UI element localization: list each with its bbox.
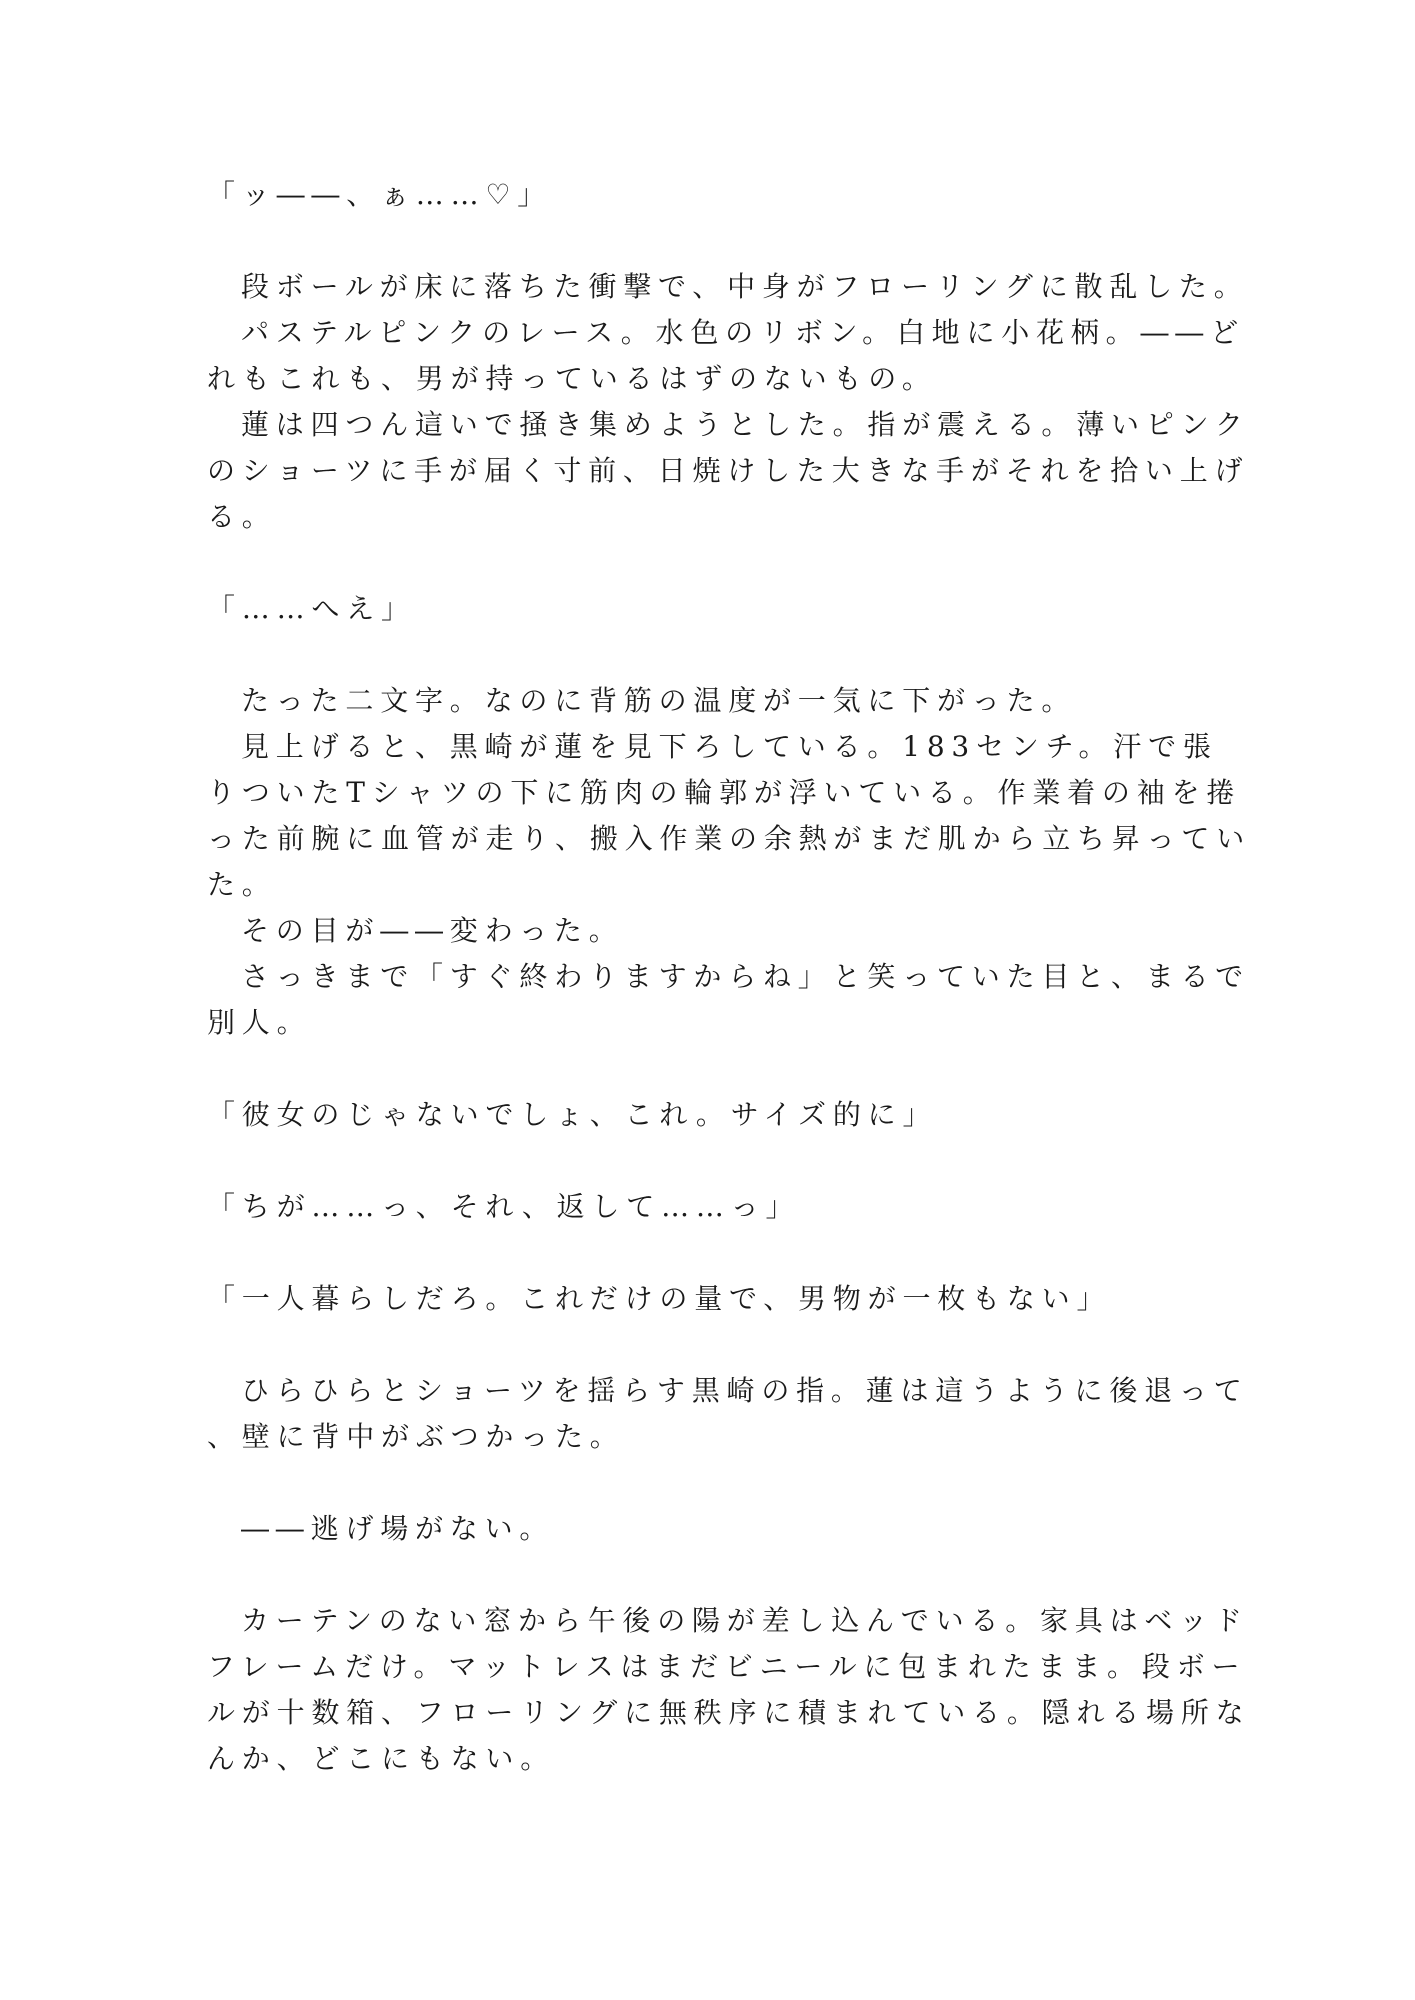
text-line: りついたTシャツの下に筋肉の輪郭が浮いている。作業着の袖を捲 bbox=[207, 776, 1242, 809]
text-line: たった二文字。なのに背筋の温度が一気に下がった。 bbox=[241, 684, 1077, 717]
blank-line bbox=[207, 540, 1207, 586]
text-line: った前腕に血管が走り、搬入作業の余熱がまだ肌から立ち昇ってい bbox=[207, 822, 1252, 855]
text-line: 「……へえ」 bbox=[207, 592, 416, 625]
text-line: 「一人暮らしだろ。これだけの量で、男物が一枚もない」 bbox=[207, 1282, 1112, 1315]
text-line: ――逃げ場がない。 bbox=[241, 1512, 555, 1545]
text-line: ひらひらとショーツを揺らす黒崎の指。蓮は這うように後退って bbox=[241, 1374, 1249, 1407]
text-line: その目が――変わった。 bbox=[241, 914, 624, 947]
text-line: 「ッ――、ぁ……♡」 bbox=[207, 178, 553, 211]
blank-line bbox=[207, 1138, 1207, 1184]
text-line: る。 bbox=[207, 500, 277, 533]
text-line: フレームだけ。マットレスはまだビニールに包まれたまま。段ボー bbox=[207, 1650, 1247, 1683]
text-line: パステルピンクのレース。水色のリボン。白地に小花柄。――ど bbox=[241, 316, 1245, 349]
blank-line bbox=[207, 1322, 1207, 1368]
text-line: 「ちが……っ、それ、返して……っ」 bbox=[207, 1190, 801, 1223]
text-line: 、壁に背中がぶつかった。 bbox=[207, 1420, 625, 1453]
novel-text-body bbox=[207, 172, 1252, 1782]
text-line: ルが十数箱、フローリングに無秩序に積まれている。隠れる場所な bbox=[207, 1696, 1251, 1729]
blank-line bbox=[207, 1046, 1207, 1092]
text-line: 蓮は四つん這いで掻き集めようとした。指が震える。薄いピンク bbox=[241, 408, 1250, 441]
text-line: た。 bbox=[207, 868, 277, 901]
blank-line bbox=[207, 632, 1207, 678]
blank-line bbox=[207, 1460, 1207, 1506]
blank-line bbox=[207, 1230, 1207, 1276]
text-line: カーテンのない窓から午後の陽が差し込んでいる。家具はベッド bbox=[241, 1604, 1249, 1637]
blank-line bbox=[207, 218, 1207, 264]
text-line: 見上げると、黒崎が蓮を見下ろしている。183センチ。汗で張 bbox=[241, 730, 1218, 763]
text-line: んか、どこにもない。 bbox=[207, 1742, 556, 1775]
text-line: 段ボールが床に落ちた衝撃で、中身がフローリングに散乱した。 bbox=[241, 270, 1249, 303]
text-line: れもこれも、男が持っているはずのないもの。 bbox=[207, 362, 937, 395]
blank-line bbox=[207, 1552, 1207, 1598]
text-line: 「彼女のじゃないでしょ、これ。サイズ的に」 bbox=[207, 1098, 938, 1131]
text-line: のショーツに手が届く寸前、日焼けした大きな手がそれを拾い上げ bbox=[207, 454, 1250, 487]
text-line: 別人。 bbox=[207, 1006, 312, 1039]
text-line: さっきまで「すぐ終わりますからね」と笑っていた目と、まるで bbox=[241, 960, 1250, 993]
